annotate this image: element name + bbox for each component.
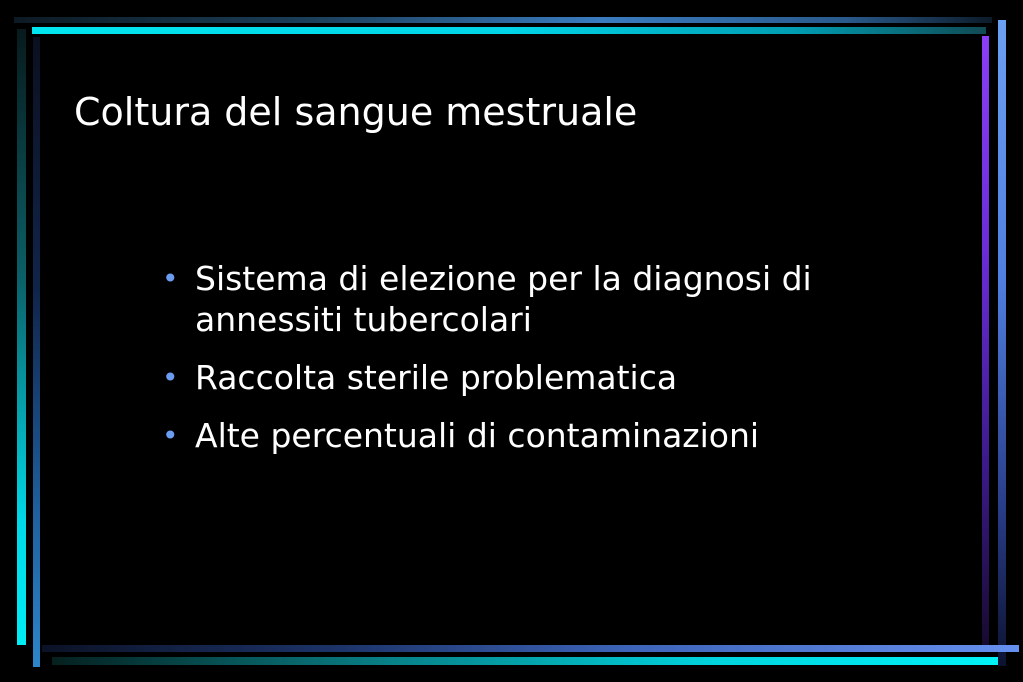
frame-bar-right-inner — [982, 36, 989, 648]
bullet-dot-icon: • — [162, 419, 179, 452]
bullet-item — [162, 415, 922, 456]
bullet-dot-icon: • — [162, 262, 179, 295]
bullet-item — [162, 258, 922, 340]
frame-bar-bottom-outer — [52, 657, 998, 665]
frame-bar-top-outer — [14, 17, 992, 23]
bullet-dot-icon: • — [162, 361, 179, 394]
frame-bar-right-outer — [998, 20, 1006, 666]
bullet-text: Raccolta sterile problematica — [195, 358, 678, 397]
frame-bar-left-inner — [33, 37, 40, 667]
frame-bar-bottom-inner — [42, 645, 1019, 652]
bullet-text: Sistema di elezione per la diagnosi di annessiti tubercolari — [195, 259, 812, 339]
slide-title: Coltura del sangue mestruale — [74, 90, 638, 134]
frame-bar-top-inner — [32, 27, 986, 34]
bullet-list — [162, 258, 922, 473]
bullet-item — [162, 357, 922, 398]
bullet-text: Alte percentuali di contaminazioni — [195, 416, 760, 455]
frame-bar-left-outer — [17, 29, 26, 645]
